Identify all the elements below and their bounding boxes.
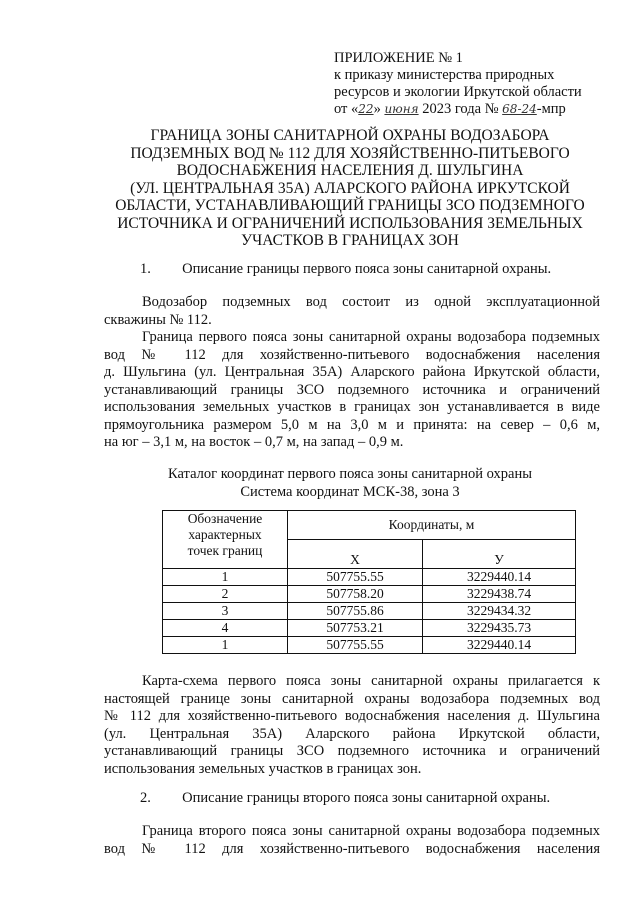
x-cell: 507753.21 xyxy=(288,620,423,637)
x-cell: 507755.86 xyxy=(288,603,423,620)
table-row xyxy=(163,586,576,603)
title-line: ИСТОЧНИКА И ОГРАНИЧЕНИЙ ИСПОЛЬЗОВАНИЯ ЗЕМЕЛЬНЫХ xyxy=(117,214,583,232)
paragraph-first-belt: Граница первого пояса зоны санитарной охраны водозабора подземных вод № 112 для хозяйственно-питьевого водоснабжения населения д. Шульгина (ул. Центральная 35А) Аларского района Иркутской области, устанавливающий границы ЗСО подземного источника и ограничений использования земельных участков в границах зон устанавливается в виде прямоугольника размером 5,0 м на 3,0 м и принята: на север – 0,6 м, на юг – 3,1 м, на восток – 0,7 м, на запад – 0,9 м. xyxy=(104,329,600,450)
table-row xyxy=(163,620,576,637)
appendix-block xyxy=(334,50,582,118)
section-2-number: 2. xyxy=(140,790,151,806)
y-cell: 3229440.14 xyxy=(423,569,576,586)
appendix-date-line: от «22» июня 2023 года № 68-24-мпр xyxy=(334,101,566,117)
table-row xyxy=(163,637,576,654)
appendix-title: ПРИЛОЖЕНИЕ № 1 xyxy=(334,50,463,66)
section-2-heading xyxy=(140,790,550,807)
catalog-caption xyxy=(100,466,600,501)
section-1-title: Описание границы первого пояса зоны санитарной охраны. xyxy=(182,261,552,277)
document-title xyxy=(100,127,600,250)
point-cell: 1 xyxy=(163,569,288,586)
column-header-y: У xyxy=(423,540,576,569)
title-line: ПОДЗЕМНЫХ ВОД № 112 ДЛЯ ХОЗЯЙСТВЕННО-ПИТЬЕВОГО xyxy=(130,144,570,162)
appendix-ministry-line: ресурсов и экологии Иркутской области xyxy=(334,84,582,100)
paragraph-map-scheme: Карта-схема первого пояса зоны санитарной охраны прилагается к настоящей границе зоны санитарной охраны водозабора подземных вод № 112 для хозяйственно-питьевого водоснабжения населения д. Шульгина (ул. Центральная 35А) Аларского района Иркутской области, устанавливающий границы ЗСО подземного источника и ограничений использования земельных участков в границах зон. xyxy=(104,673,600,777)
table-row xyxy=(163,603,576,620)
appendix-order-line: к приказу министерства природных xyxy=(334,67,555,83)
handwritten-month: июня xyxy=(384,102,419,116)
x-cell: 507755.55 xyxy=(288,637,423,654)
paragraph-second-belt: Граница второго пояса зоны санитарной охраны водозабора подземных вод № 112 для хозяйственно-питьевого водоснабжения населения xyxy=(104,823,600,857)
point-cell: 3 xyxy=(163,603,288,620)
y-cell: 3229438.74 xyxy=(423,586,576,603)
catalog-caption-title: Каталог координат первого пояса зоны санитарной охраны xyxy=(168,466,532,482)
section-1-number: 1. xyxy=(140,261,151,277)
handwritten-day: 22 xyxy=(358,102,374,116)
table-row xyxy=(163,569,576,586)
section-2-title: Описание границы второго пояса зоны санитарной охраны. xyxy=(182,790,551,806)
point-cell: 1 xyxy=(163,637,288,654)
title-line: (УЛ. ЦЕНТРАЛЬНАЯ 35А) АЛАРСКОГО РАЙОНА ИРКУТСКОЙ xyxy=(130,179,570,197)
y-cell: 3229440.14 xyxy=(423,637,576,654)
column-header-coordinates: Координаты, м xyxy=(288,511,576,540)
y-cell: 3229435.73 xyxy=(423,620,576,637)
coordinates-table xyxy=(162,510,576,654)
x-cell: 507755.55 xyxy=(288,569,423,586)
title-line: ВОДОСНАБЖЕНИЯ НАСЕЛЕНИЯ Д. ШУЛЬГИНА xyxy=(176,162,524,179)
handwritten-order-number: 68-24 xyxy=(502,102,537,116)
y-cell: 3229434.32 xyxy=(423,603,576,620)
catalog-caption-system: Система координат МСК-38, зона 3 xyxy=(240,483,460,500)
point-cell: 2 xyxy=(163,586,288,603)
column-header-x: Х xyxy=(288,540,423,569)
title-line: ОБЛАСТИ, УСТАНАВЛИВАЮЩИЙ ГРАНИЦЫ ЗСО ПОДЗЕМНОГО xyxy=(115,197,585,214)
x-cell: 507758.20 xyxy=(288,586,423,603)
point-cell: 4 xyxy=(163,620,288,637)
paragraph-wells: Водозабор подземных вод состоит из одной эксплуатационной скважины № 112. xyxy=(104,294,600,328)
title-line: ГРАНИЦА ЗОНЫ САНИТАРНОЙ ОХРАНЫ ВОДОЗАБОРА xyxy=(150,127,550,144)
column-header-point: Обозначение характерных точек границ xyxy=(163,511,288,569)
title-line: УЧАСТКОВ В ГРАНИЦАХ ЗОН xyxy=(241,232,459,249)
section-1-heading xyxy=(140,261,551,278)
